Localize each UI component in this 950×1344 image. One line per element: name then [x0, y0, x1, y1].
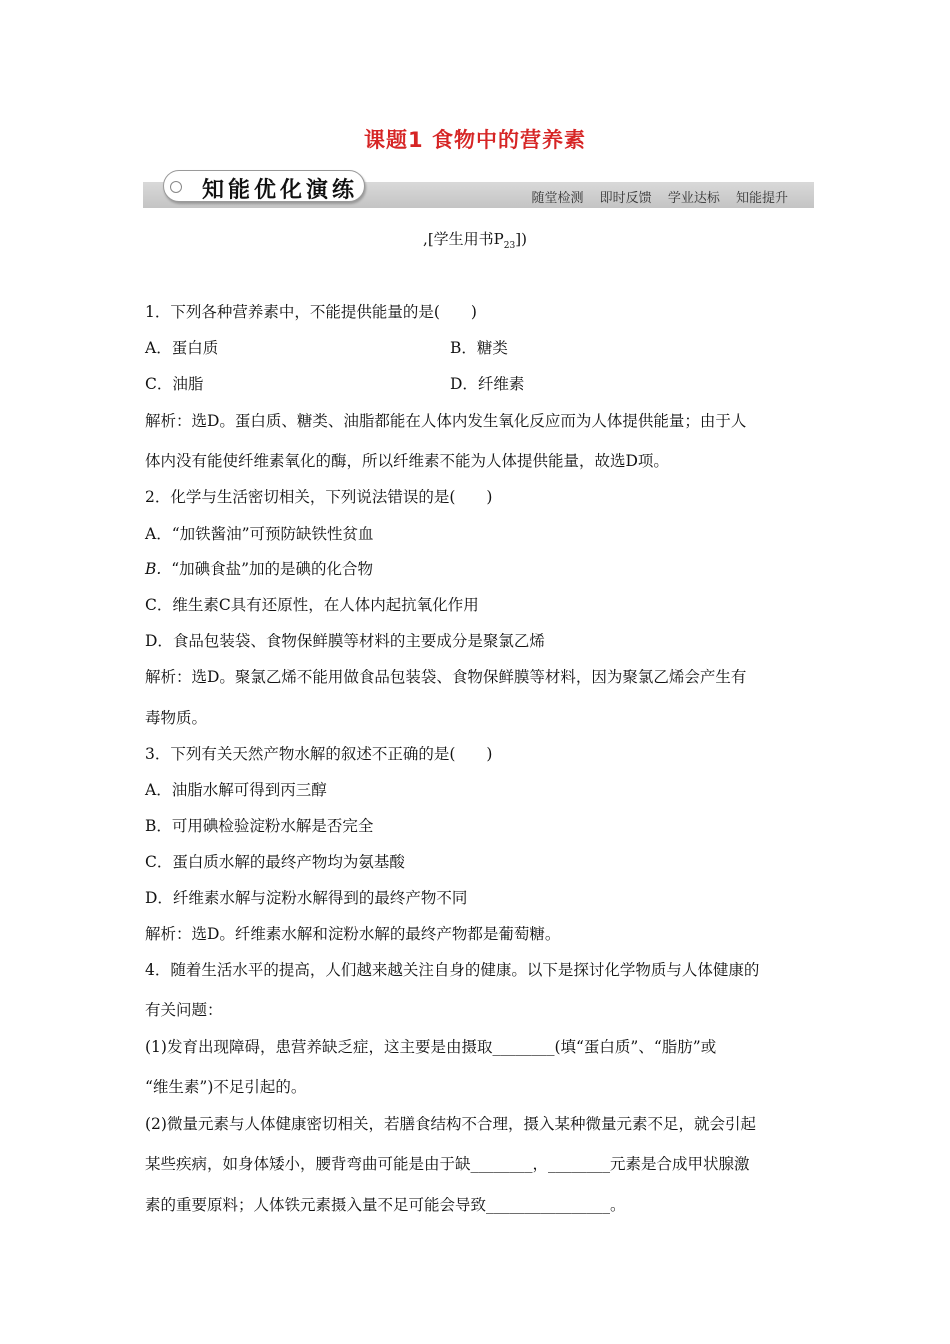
question-2-option-a: A．“加铁酱油”可预防缺铁性贫血 — [145, 525, 374, 543]
banner-title: 知能优化演练 — [202, 177, 359, 203]
question-4-part-1-line-1: (1)发育出现障碍，患营养缺乏症，这主要是由摄取________(填“蛋白质”、“脂肪”或 — [145, 1038, 717, 1056]
question-1-option-b: B．糖类 — [450, 339, 508, 357]
page-title: 课题1 食物中的营养素 — [364, 128, 586, 152]
banner-tag: 随堂检测 — [531, 191, 584, 206]
reference-text: ,[学生用书P — [423, 230, 504, 248]
question-1-analysis-line-2: 体内没有能使纤维素氧化的酶，所以纤维素不能为人体提供能量，故选D项。 — [145, 452, 669, 470]
question-2-option-b — [145, 557, 373, 579]
question-4-stem-line-2: 有关问题： — [145, 1001, 223, 1019]
question-1-analysis-line-1: 解析：选D。蛋白质、糖类、油脂都能在人体内发生氧化反应而为人体提供能量；由于人 — [145, 412, 747, 430]
reference-page: 23 — [503, 241, 516, 251]
question-2-stem: 2．化学与生活密切相关，下列说法错误的是( ) — [145, 488, 493, 506]
question-3-option-a: A．油脂水解可得到丙三醇 — [145, 781, 327, 799]
question-3-option-d: D．纤维素水解与淀粉水解得到的最终产物不同 — [145, 889, 468, 907]
question-2-option-b-text: “加碘食盐”加的是碘的化合物 — [171, 560, 374, 578]
book-reference — [0, 228, 950, 251]
question-4-part-1-line-2: “维生素”)不足引起的。 — [145, 1078, 307, 1096]
banner-tag: 知能提升 — [735, 191, 788, 206]
question-1-option-d: D．纤维素 — [450, 375, 525, 393]
question-2-analysis-line-1: 解析：选D。聚氯乙烯不能用做食品包装袋、食物保鲜膜等材料，因为聚氯乙烯会产生有 — [145, 668, 747, 686]
question-1-stem: 1．下列各种营养素中，不能提供能量的是( ) — [145, 303, 477, 321]
bullet-dot-icon — [170, 181, 182, 193]
question-3-stem: 3．下列有关天然产物水解的叙述不正确的是( ) — [145, 745, 493, 763]
question-2-analysis-line-2: 毒物质。 — [145, 709, 208, 727]
banner-tags — [520, 187, 788, 206]
question-3-analysis: 解析：选D。纤维素水解和淀粉水解的最终产物都是葡萄糖。 — [145, 925, 561, 943]
question-2-option-c: C．维生素C具有还原性，在人体内起抗氧化作用 — [145, 596, 479, 614]
reference-end: ]) — [515, 230, 527, 248]
question-2-option-b-letter: B. — [145, 560, 162, 578]
banner-tag: 学业达标 — [667, 191, 720, 206]
banner-badge — [163, 170, 365, 202]
question-4-part-2-line-3: 素的重要原料；人体铁元素摄入量不足可能会导致________________。 — [145, 1196, 626, 1214]
banner-tag: 即时反馈 — [599, 191, 652, 206]
question-2-option-d: D．食品包装袋、食物保鲜膜等材料的主要成分是聚氯乙烯 — [145, 632, 545, 650]
question-4-stem-line-1: 4．随着生活水平的提高，人们越来越关注自身的健康。以下是探讨化学物质与人体健康的 — [145, 961, 760, 979]
section-banner — [143, 170, 814, 210]
question-1-option-c: C．油脂 — [145, 375, 204, 393]
question-3-option-c: C．蛋白质水解的最终产物均为氨基酸 — [145, 853, 405, 871]
question-1-option-a: A．蛋白质 — [145, 339, 219, 357]
question-4-part-2-line-1: (2)微量元素与人体健康密切相关，若膳食结构不合理，摄入某种微量元素不足，就会引起 — [145, 1115, 756, 1133]
question-4-part-2-line-2: 某些疾病，如身体矮小，腰背弯曲可能是由于缺________，________元素是合成甲状腺激 — [145, 1155, 750, 1173]
question-3-option-b: B．可用碘检验淀粉水解是否完全 — [145, 817, 374, 835]
